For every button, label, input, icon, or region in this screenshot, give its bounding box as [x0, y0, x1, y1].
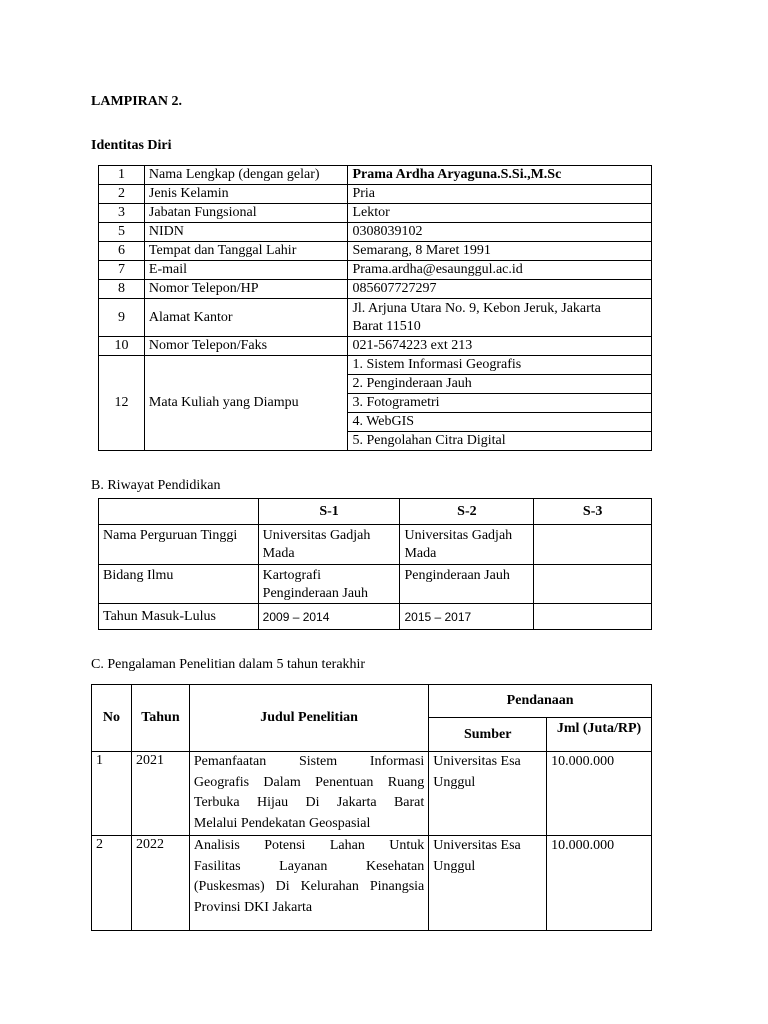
cell-line: Mada: [404, 546, 437, 561]
research-table: [91, 684, 652, 931]
cell-s2: [400, 525, 534, 565]
table-row: [99, 356, 652, 375]
cell-s3: [534, 565, 652, 604]
cell-s3: [534, 604, 652, 630]
cell-s3: [534, 525, 652, 565]
row-label: Jenis Kelamin: [144, 185, 348, 204]
cell-line: Mada: [262, 546, 295, 561]
table-row: [99, 565, 652, 604]
table-row: [99, 166, 652, 185]
column-header-funding: Pendanaan: [429, 685, 652, 718]
table-row: [99, 299, 652, 337]
row-value: 0308039102: [348, 223, 652, 242]
row-title: [189, 836, 428, 931]
title-line: (Puskesmas) Di Kelurahan Pinangsia: [193, 879, 425, 894]
column-header-amount: Jml (Juta/RP): [547, 718, 652, 752]
row-title: [189, 752, 428, 836]
row-value: [348, 299, 652, 337]
title-line: Analisis Potensi Lahan Untuk: [193, 838, 425, 853]
table-header-row: [92, 685, 652, 718]
column-header-source: Sumber: [429, 718, 547, 752]
column-header-s1: S-1: [258, 499, 400, 525]
row-year: 2022: [131, 836, 189, 931]
cell-s1: [258, 525, 400, 565]
address-line: Barat 11510: [352, 318, 421, 334]
header-blank: [99, 499, 259, 525]
course-item: 4. WebGIS: [348, 413, 652, 432]
table-row: [99, 604, 652, 630]
row-number: 7: [99, 261, 145, 280]
row-number: 5: [99, 223, 145, 242]
identity-heading: Identitas Diri: [91, 138, 172, 153]
cell-s1: 2009 – 2014: [258, 604, 400, 630]
page-title: LAMPIRAN 2.: [91, 94, 182, 109]
row-value: Prama Ardha Aryaguna.S.Si.,M.Sc: [348, 166, 652, 185]
course-item: 2. Penginderaan Jauh: [348, 375, 652, 394]
column-header-s2: S-2: [400, 499, 534, 525]
column-header-no: No: [92, 685, 132, 752]
row-label: Nomor Telepon/Faks: [144, 337, 348, 356]
cell-line: Kartografi: [262, 568, 321, 583]
row-label: E-mail: [144, 261, 348, 280]
source-line: Universitas Esa: [433, 838, 521, 853]
row-number: 3: [99, 204, 145, 223]
row-label: Jabatan Fungsional: [144, 204, 348, 223]
row-value: Semarang, 8 Maret 1991: [348, 242, 652, 261]
table-row: [92, 752, 652, 836]
row-number: 6: [99, 242, 145, 261]
cell-line: Penginderaan Jauh: [404, 568, 510, 583]
row-label: Mata Kuliah yang Diampu: [144, 356, 348, 451]
row-value: 085607727297: [348, 280, 652, 299]
address-line: Jl. Arjuna Utara No. 9, Kebon Jeruk, Jakarta: [352, 300, 601, 316]
email-value: Prama.ardha@esaunggul.ac.id: [348, 261, 652, 280]
row-amount: 10.000.000: [547, 752, 652, 836]
table-row: [99, 223, 652, 242]
row-label: Nama Lengkap (dengan gelar): [144, 166, 348, 185]
column-header-s3: S-3: [534, 499, 652, 525]
row-value: Lektor: [348, 204, 652, 223]
education-heading: B. Riwayat Pendidikan: [91, 478, 221, 493]
table-row: [92, 836, 652, 931]
title-line: Provinsi DKI Jakarta: [193, 899, 313, 915]
row-label: Nomor Telepon/HP: [144, 280, 348, 299]
research-heading: C. Pengalaman Penelitian dalam 5 tahun terakhir: [91, 657, 366, 672]
table-row: [99, 204, 652, 223]
table-row: [99, 242, 652, 261]
course-item: 5. Pengolahan Citra Digital: [348, 432, 652, 451]
column-header-title: Judul Penelitian: [189, 685, 428, 752]
row-label: Bidang Ilmu: [99, 565, 259, 604]
title-line: Melalui Pendekatan Geospasial: [193, 815, 371, 831]
table-row: [99, 337, 652, 356]
course-item: 1. Sistem Informasi Geografis: [348, 356, 652, 375]
row-label: Tempat dan Tanggal Lahir: [144, 242, 348, 261]
row-source: [429, 836, 547, 931]
course-item: 3. Fotogrametri: [348, 394, 652, 413]
row-value: 021-5674223 ext 213: [348, 337, 652, 356]
column-header-year: Tahun: [131, 685, 189, 752]
row-number: 10: [99, 337, 145, 356]
row-label: NIDN: [144, 223, 348, 242]
title-line: Terbuka Hijau Di Jakarta Barat: [193, 795, 425, 810]
cell-s2: [400, 565, 534, 604]
title-line: Geografis Dalam Penentuan Ruang: [193, 774, 425, 790]
row-label: Tahun Masuk-Lulus: [99, 604, 259, 630]
table-row: [99, 280, 652, 299]
cell-line: Penginderaan Jauh: [262, 586, 369, 601]
row-number: 9: [99, 299, 145, 337]
table-header-row: [99, 499, 652, 525]
cell-s2: 2015 – 2017: [400, 604, 534, 630]
education-table: [98, 498, 652, 630]
row-value: Pria: [348, 185, 652, 204]
row-label: Nama Perguruan Tinggi: [99, 525, 259, 565]
identity-table: [98, 165, 652, 451]
row-number: 2: [92, 836, 132, 931]
title-line: Pemanfaatan Sistem Informasi: [193, 754, 425, 769]
row-number: 8: [99, 280, 145, 299]
source-line: Unggul: [433, 774, 476, 790]
table-row: [99, 185, 652, 204]
title-line: Fasilitas Layanan Kesehatan: [193, 858, 425, 874]
source-line: Unggul: [433, 858, 476, 874]
row-number: 2: [99, 185, 145, 204]
row-number: 12: [99, 356, 145, 451]
row-source: [429, 752, 547, 836]
cell-s1: [258, 565, 400, 604]
row-number: 1: [99, 166, 145, 185]
row-number: 1: [92, 752, 132, 836]
row-amount: 10.000.000: [547, 836, 652, 931]
row-year: 2021: [131, 752, 189, 836]
row-label: Alamat Kantor: [144, 299, 348, 337]
source-line: Universitas Esa: [433, 754, 521, 769]
table-row: [99, 261, 652, 280]
table-row: [99, 525, 652, 565]
cell-line: Universitas Gadjah: [262, 528, 371, 543]
cell-line: Universitas Gadjah: [404, 528, 513, 543]
